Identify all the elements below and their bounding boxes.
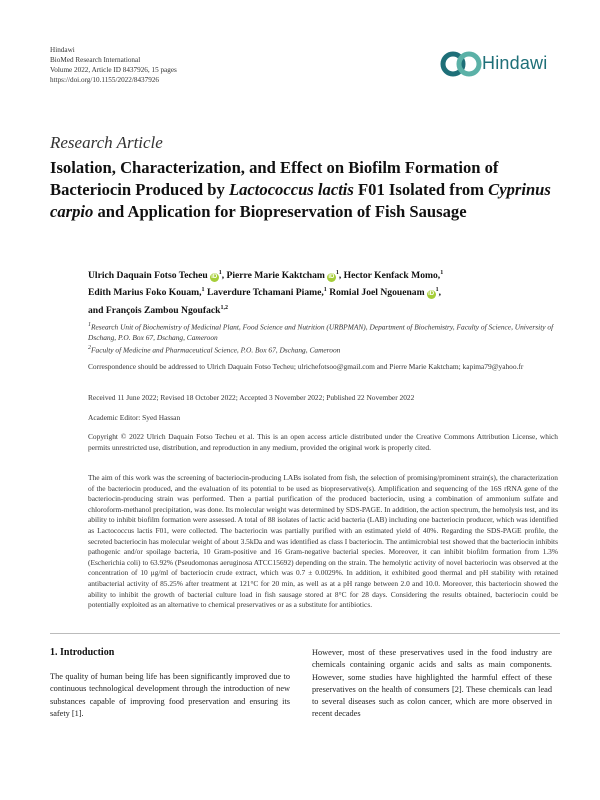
affiliations	[88, 320, 558, 356]
body-column-right: However, most of these preservatives used in the food industry are chemicals containing organic acids and salts as main components. However, some studies have highlighted the harmful effect of these preservatives on the health of consumers [2]. These chemicals can lead to several diseases such as colon cancer, which are more observed in recent decades	[312, 648, 552, 719]
title-species-2: Cyprinus carpio	[50, 180, 551, 221]
title-part-2: F01 Isolated from	[353, 180, 489, 199]
section-divider	[50, 633, 560, 634]
author[interactable]: Romial Joel Ngouenam $iD^1$,	[329, 287, 441, 299]
affiliation: $^1$Research Unit of Biochemistry of Medicinal Plant, Food Science and Nutrition (URBPMAN), Department of Biochemistry, Faculty of Science, University of Dschang, P.O. Box 67, Dschang, Cameroon	[88, 322, 554, 342]
author[interactable]: Laverdure Tchamani Piame,$^1$	[206, 287, 327, 299]
title-part-3: and Application for Biopreservation of Fish Sausage	[93, 202, 467, 221]
publication-dates: Received 11 June 2022; Revised 18 October 2022; Accepted 3 November 2022; Published 22 November 2022	[88, 393, 415, 402]
journal-meta	[50, 45, 177, 85]
copyright-notice: Copyright © 2022 Ulrich Daquain Fotso Techeu et al. This is an open access article distributed under the Creative Commons Attribution License, which permits unrestricted use, distribution, and reproduction in any medium, provided the original work is properly cited.	[88, 432, 558, 452]
author[interactable]: Edith Marius Foko Kouam,$^1$	[88, 287, 205, 299]
journal-name: BioMed Research International	[50, 56, 141, 64]
academic-editor: Academic Editor: Syed Hassan	[88, 413, 181, 422]
volume-info: Volume 2022, Article ID 8437926, 15 pages	[50, 66, 177, 74]
author[interactable]: Ulrich Daquain Fotso Techeu $iD^1$,	[88, 270, 227, 282]
article-type: Research Article	[50, 133, 163, 152]
orcid-icon[interactable]: iD	[328, 274, 335, 281]
author[interactable]: Hector Kenfack Momo,$^1$	[343, 270, 444, 282]
orcid-icon[interactable]: iD	[211, 274, 218, 281]
correspondence: Correspondence should be addressed to Ulrich Daquain Fotso Techeu; ulrichefotsoo@gmail.com and Pierre Marie Kaktcham; kapima79@yahoo.fr	[88, 362, 524, 371]
doi-link[interactable]: https://doi.org/10.1155/2022/8437926	[50, 76, 160, 84]
orcid-icon[interactable]: iD	[428, 291, 435, 298]
section-heading: 1. Introduction	[50, 647, 115, 658]
author[interactable]: and François Zambou Ngoufack$^{1,2}$	[88, 304, 228, 316]
body-column-left: The quality of human being life has been significantly improved due to continuous technological development through the introduction of new substances capable of improving food preservation and ensuring its safety [1].	[50, 672, 290, 718]
publisher-name: Hindawi	[50, 46, 75, 54]
hindawi-logo-text: Hindawi	[482, 53, 548, 73]
author-list	[88, 266, 558, 318]
abstract-text: The aim of this work was the screening of bacteriocin-producing LABs isolated from fish, the selection of promising/prominent strain(s), the characterization of the bacteriocin produced, and the evaluation of its potential to be used as biopreservative(s). Amplification and sequencing of the 16S rRNA gene of the bacteriocin-producing strain was performed. Then a partial purification of the produced bacteriocin, using a combination of ammonium sulfate and chloroform-methanol precipitation, was done. Its molecular weight was determined by SDS-PAGE. In addition, the action spectrum, the hemolysis test, and its ability to inhibit biofilm formation were assessed. A total of 88 isolates of lactic acid bacteria (LAB) including one bacteriocin producer, which was identified as Lactococcus lactis F01, were collected. The bacteriocin was partially purified with an estimated yield of 40%. Regarding the SDS-PAGE profile, the secreted bacteriocin has molecular weight of about 3.5kDa and was identified as class I bacteriocin. The antimicrobial test showed that the bacteriocin inhibits pathogenic and/or spoilage bacteria, 10 Gram-positive and 16 Gram-negative bacterial species. Moreover, it can inhibit biofilm formation from 1.3% (Escherichia coli) to 63.92% (Pseudomonas aeruginosa ATCC15692) depending on the strain. The hemolytic activity of novel bacteriocin was observed at the concentration of 10 μg/ml of bacteriocin crude extract, which was 0.7 ± 0.0029%. In addition, it exhibited good thermal and pH stability with retained antibacterial activity of 85.25% after treatment at 121°C for 20 min, as well as at a pH range between 2.0 and 10.0. Moreover, this bacteriocin showed the ability to inhibit the growth of bacterial culture load in fish sausage stored at 8°C for 28 days. Considering the results obtained, bacteriocin could be potentially exploited as an alternative to chemical preservatives or as a substitute for antibiotics.	[88, 473, 558, 610]
title-species-1: Lactococcus lactis	[228, 180, 354, 199]
article-title	[50, 157, 560, 223]
abstract	[88, 473, 558, 611]
title-part-1: Isolation, Characterization, and Effect on Biofilm Formation of Bacteriocin Produced by	[50, 158, 499, 199]
author[interactable]: Pierre Marie Kaktcham $iD^1$,	[226, 270, 344, 282]
affiliation: $^2$Faculty of Medicine and Pharmaceutical Science, P.O. Box 67, Dschang, Cameroon	[88, 345, 341, 355]
